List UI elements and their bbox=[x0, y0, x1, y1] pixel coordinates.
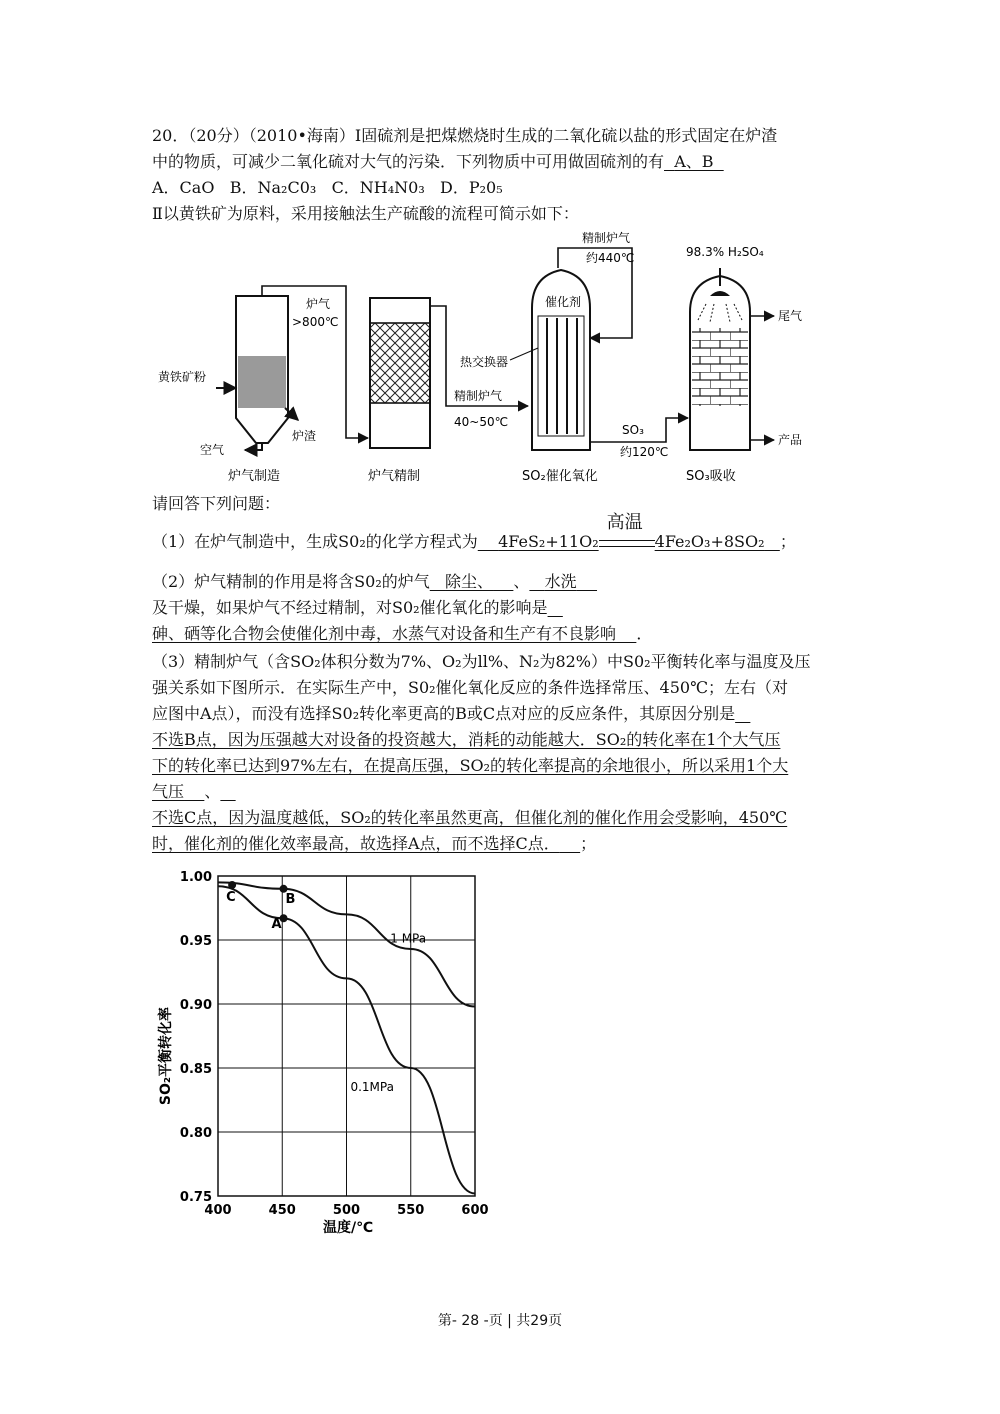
x-tick-label: 550 bbox=[397, 1203, 425, 1218]
point-label: C bbox=[226, 889, 236, 905]
q2-line3 bbox=[152, 624, 652, 644]
x-tick-label: 400 bbox=[204, 1203, 232, 1218]
furnace-gas-temp: >800℃ bbox=[292, 315, 339, 329]
purifier-unit bbox=[368, 298, 430, 484]
q1-condition: 高温 bbox=[606, 512, 643, 533]
prompt-line: 请回答下列问题： bbox=[152, 494, 281, 513]
q2-line1 bbox=[152, 572, 597, 592]
q2-answer-1 bbox=[430, 572, 514, 591]
q3-answer-5-text: 时，催化剂的催化效率最高，故选择A点，而不选择C点． bbox=[152, 834, 560, 853]
y-tick-label: 0.80 bbox=[179, 1126, 212, 1141]
option-a: A．CaO bbox=[152, 178, 215, 197]
series-label: 0.1MPa bbox=[350, 1080, 394, 1095]
q3-answer-line2: 下的转化率已达到97%左右，在提高压强，SO₂的转化率提高的余地很小，所以采用1个大 bbox=[152, 756, 789, 775]
q1-condition-wrap bbox=[599, 512, 655, 547]
q2-answer-3-text: 砷、硒等化合物会使催化剂中毒，水蒸气对设备和生产有不良影响 bbox=[152, 624, 617, 643]
q3-line3 bbox=[152, 704, 750, 724]
series-label: 1 MPa bbox=[390, 931, 427, 946]
page-footer: 第- 28 -页 | 共29页 bbox=[437, 1313, 563, 1329]
absorber-unit bbox=[686, 245, 802, 484]
catalyst-label: 催化剂 bbox=[545, 295, 582, 309]
slag-label: 炉渣 bbox=[292, 429, 317, 443]
so3-label: SO₃ bbox=[622, 423, 644, 437]
point-label: A bbox=[271, 917, 282, 933]
part2-intro: Ⅱ以黄铁矿为原料，采用接触法生产硫酸的流程可简示如下： bbox=[152, 204, 579, 223]
q3-line2: 强关系如下图所示．在实际生产中，S0₂催化氧化反应的条件选择常压、450℃；左右（对 bbox=[152, 678, 788, 697]
pyrite-label: 黄铁矿粉 bbox=[158, 370, 207, 384]
q3-line3-text: 应图中A点），而没有选择S0₂转化率更高的B或C点对应的反应条件，其原因分别是 bbox=[152, 704, 736, 723]
y-tick-label: 0.85 bbox=[179, 1062, 212, 1077]
q1-reactants: 4FeS₂+11O₂ bbox=[498, 532, 599, 551]
converter-unit bbox=[460, 230, 634, 484]
option-b: B．Na₂C0₃ bbox=[229, 178, 317, 197]
x-tick-label: 500 bbox=[332, 1203, 361, 1218]
q3-answer-5 bbox=[152, 834, 580, 853]
furnace-unit bbox=[158, 296, 338, 484]
question-header: 20．（20分）（2010•海南）Ⅰ固硫剂是把煤燃烧时生成的二氧化硫以盐的形式固定在炉渣 bbox=[152, 126, 778, 145]
y-tick-label: 0.95 bbox=[179, 934, 212, 949]
point-marker bbox=[228, 881, 236, 889]
q3-line1: （3）精制炉气（含SO₂体积分数为7%、O₂为ll%、N₂为82%）中S0₂平衡转化率与温度及压 bbox=[152, 652, 811, 671]
y-axis-label: SO₂平衡转化率 bbox=[158, 1006, 174, 1106]
q3-answer-line5 bbox=[152, 834, 596, 854]
stage3-name: SO₂催化氧化 bbox=[522, 469, 598, 484]
stage2-name: 炉气精制 bbox=[368, 469, 421, 484]
answer-1 bbox=[664, 152, 724, 171]
q2-answer-1-text: 除尘、 bbox=[445, 572, 494, 591]
chart-grid bbox=[218, 876, 475, 1196]
options-line bbox=[152, 178, 503, 198]
refined-gas-top-label: 精制炉气 bbox=[582, 231, 631, 245]
q2-line2 bbox=[152, 598, 563, 618]
q2-answer-3 bbox=[152, 624, 636, 643]
q3-sep: 、 bbox=[204, 782, 221, 801]
answer-1-text: A、B bbox=[674, 152, 714, 171]
q3-end: ； bbox=[580, 834, 597, 853]
option-c: C．NH₄N0₃ bbox=[331, 178, 425, 197]
so3-temp: 约120℃ bbox=[620, 445, 669, 459]
point-label: B bbox=[285, 891, 296, 907]
q3-answer-line1: 不选B点，因为压强越大对设备的投资越大，消耗的动能越大．SO₂的转化率在1个大气压 bbox=[152, 730, 781, 749]
process-diagram bbox=[150, 228, 850, 488]
q2-line2-text: 及干燥，如果炉气不经过精制，对S0₂催化氧化的影响是 bbox=[152, 598, 548, 617]
refined-gas-label: 精制炉气 bbox=[454, 389, 503, 403]
acid-label: 98.3% H₂SO₄ bbox=[686, 245, 764, 259]
top-temp: 约440℃ bbox=[586, 251, 635, 265]
y-tick-label: 0.90 bbox=[179, 998, 212, 1013]
q3-answer-3-text: 气压 bbox=[152, 782, 185, 801]
tail-gas-label: 尾气 bbox=[778, 309, 803, 323]
furnace-gas-label: 炉气 bbox=[306, 297, 331, 311]
x-tick-label: 600 bbox=[461, 1203, 489, 1218]
stage1-name: 炉气制造 bbox=[228, 469, 281, 484]
x-axis-label: 温度/℃ bbox=[322, 1220, 374, 1236]
question-line2 bbox=[152, 152, 724, 172]
q3-blank bbox=[735, 704, 750, 723]
q1-prefix: （1）在炉气制造中，生成S0₂的化学方程式为 bbox=[152, 532, 478, 551]
heat-exchanger-label: 热交换器 bbox=[460, 355, 509, 369]
refined-gas-temp: 40~50℃ bbox=[454, 415, 509, 429]
q2-prefix: （2）炉气精制的作用是将含S0₂的炉气 bbox=[152, 572, 430, 591]
chart-points bbox=[226, 881, 295, 932]
conversion-chart bbox=[150, 866, 490, 1246]
q1-end: ； bbox=[779, 532, 796, 551]
q1-products: 4Fe₂O₃+8SO₂ bbox=[654, 532, 765, 551]
q3-answer-line4: 不选C点，因为温度越低，SO₂的转化率虽然更高，但催化剂的催化作用会受影响，450℃ bbox=[152, 808, 788, 827]
product-label: 产品 bbox=[778, 433, 803, 447]
q1-equation bbox=[478, 512, 780, 551]
q2-sep: 、 bbox=[513, 572, 530, 591]
y-tick-label: 0.75 bbox=[179, 1190, 212, 1205]
y-tick-label: 1.00 bbox=[179, 870, 212, 885]
q3-answer-3 bbox=[152, 782, 204, 801]
q2-answer-2 bbox=[529, 572, 597, 591]
chart-ticks bbox=[180, 870, 489, 1218]
q3-answer-line3 bbox=[152, 782, 236, 802]
option-d: D．P₂0₅ bbox=[440, 178, 503, 197]
q2-end: ． bbox=[636, 624, 653, 643]
stage4-name: SO₃吸收 bbox=[686, 469, 736, 484]
q1-line bbox=[152, 512, 796, 552]
q1-equals-sign bbox=[599, 540, 655, 547]
q-line2-text: 中的物质，可减少二氧化硫对大气的污染．下列物质中可用做固硫剂的有 bbox=[152, 152, 665, 171]
air-label: 空气 bbox=[200, 443, 225, 457]
q2-answer-2-text: 水洗 bbox=[544, 572, 577, 591]
q3-blank-2 bbox=[220, 782, 235, 801]
q2-blank bbox=[548, 598, 563, 617]
x-tick-label: 450 bbox=[268, 1203, 296, 1218]
